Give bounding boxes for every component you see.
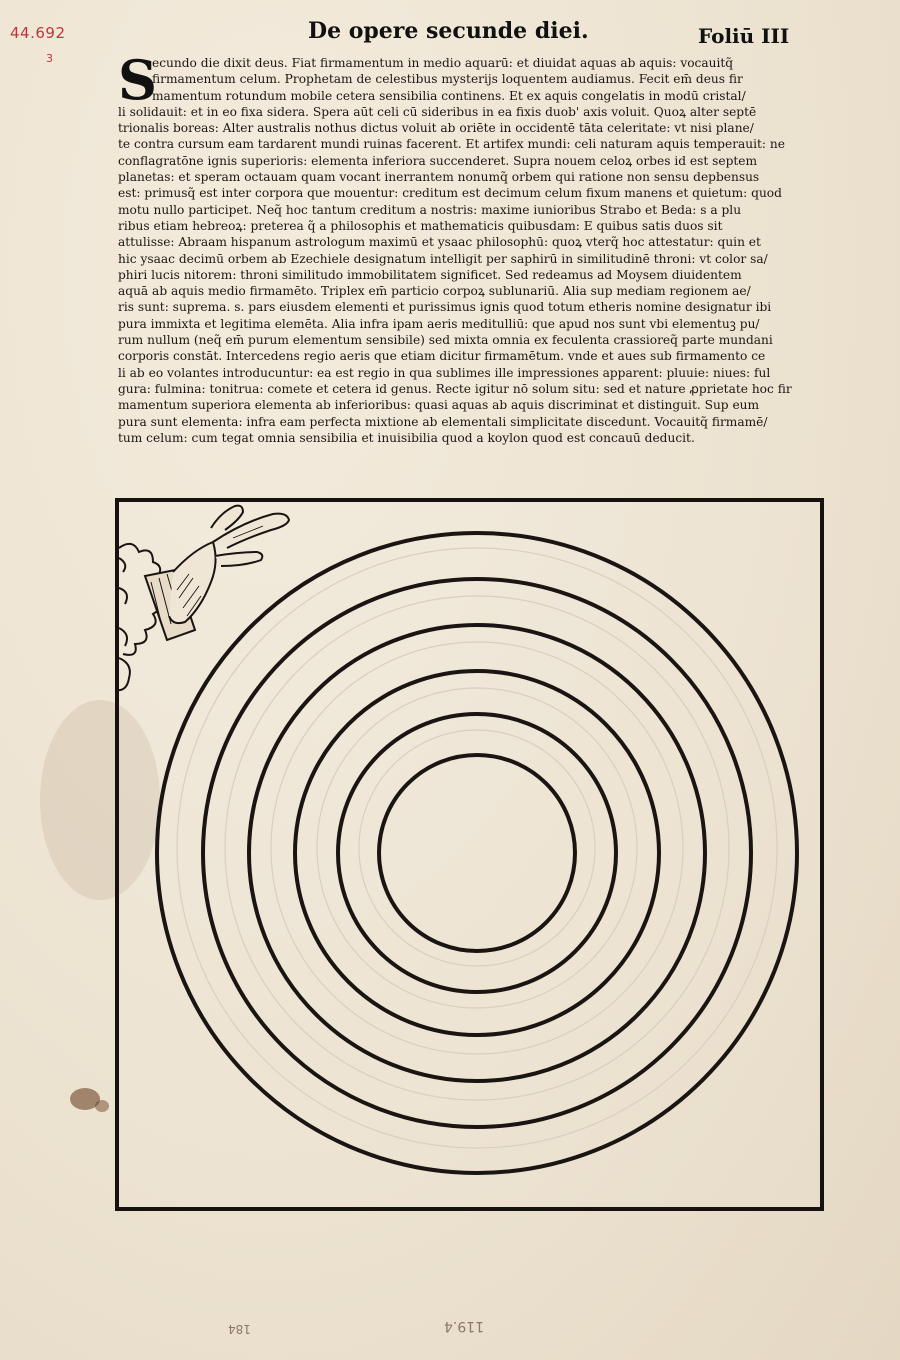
text-line: hic ysaac decimū orbem ab Ezechiele designatum intelligit per saphirū in similitudinē throni: vt color sa/: [118, 251, 768, 266]
text-line: pura sunt elementa: infra eam perfecta mixtione ab elementali simplicitate discedunt. Vocauitq̃ firmamē/: [118, 414, 768, 429]
text-line: li ab eo volantes introducuntur: ea est regio in qua sublimes ille impressiones apparent: pluuie: niues: ful: [118, 365, 771, 380]
circle-inner: [379, 755, 575, 951]
text-line: gura: fulmina: tonitrua: comete et cetera id genus. Recte igitur nō solum situ: sed et nature ꝓprietate hoc fir: [118, 381, 792, 396]
text-line: tum celum: cum tegat omnia sensibilia et inuisibilia quod a koylon quod est concauū deducit.: [118, 430, 695, 445]
text-line: ris sunt: suprema. s. pars eiusdem elementi et purissimus ignis quod totum etheris nomine designatur ibi: [118, 300, 772, 315]
accession-number: 44.692: [10, 24, 66, 42]
folio-number: Foliū III: [698, 24, 790, 48]
pencil-note-left: 184: [228, 1322, 251, 1336]
text-line: te contra cursum eam tardarent mundi ruinas facerent. Et artifex mundi: celi naturam aquis temperauit: ne: [118, 137, 785, 152]
pencil-note-center: 119.4: [444, 1318, 485, 1334]
text-line: planetas: et speram octauam quam vocant inerrantem nonumq̃ orbem qui ratione non sensu depbensus: [118, 170, 760, 185]
paper-stain: [95, 1100, 109, 1112]
text-line: motu nullo participet. Neq̃ hoc tantum creditum a nostris: maxime iunioribus Strabo et Beda: s a plu: [118, 202, 742, 217]
accession-sub-mark: 3: [46, 52, 53, 65]
text-line: aquā ab aquis medio firmamēto. Triplex em̄ particio corpoꝝ sublunariū. Alia sup mediam regionem ae/: [118, 284, 751, 299]
text-line: firmamentum celum. Prophetam de celestibus mysterijs loquentem audiamus. Fecit em̄ deus fir: [152, 72, 743, 87]
text-line: conflagratōne ignis superioris: elementa inferiora succenderet. Supra nouem celoꝝ orbes id est septem: [118, 153, 758, 168]
decorated-initial: S: [118, 48, 157, 112]
text-line: attulisse: Abraam hispanum astrologum maximū et ysaac philosophū: quoꝝ vterq̃ hoc attestatur: quin et: [118, 235, 761, 250]
text-line: li solidauit: et in eo fixa sidera. Spera aūt celi cū sideribus in ea fixis duob' axis voluit. Quoꝝ alter septē: [118, 104, 757, 119]
text-line: ecundo die dixit deus. Fiat firmamentum in medio aquarū: et diuidat aquas ab aquis: vocauitq̃: [152, 56, 734, 70]
text-line: ribus etiam hebreoꝝ: preterea q̃ a philosophis et mathematicis quibusdam: E quibus satis duos sit: [118, 218, 723, 233]
text-line: est: primusq̃ est inter corpora que mouentur: creditum est decimum celum fixum manens et quietum: quod: [118, 186, 782, 201]
hand-of-god-icon: [115, 498, 315, 728]
circle-4: [295, 671, 659, 1035]
running-head: De opere secunde diei.: [308, 18, 589, 44]
text-line: rum nullum (neq̃ em̄ purum elementum sensibile) sed mixta omnia ex feculenta crassioreq̃ parte mundani: [118, 333, 773, 348]
text-line: pura immixta et legitima elemēta. Alia infra ipam aeris meditulliū: que apud nos sunt vbi elementuꝫ pu/: [118, 316, 760, 331]
body-text: [118, 48, 838, 446]
text-line: mamentum rotundum mobile cetera sensibilia continens. Et ex aquis congelatis in modū cristal/: [152, 88, 746, 103]
text-line: trionalis boreas: Alter australis nothus dictus voluit ab oriēte in occidentē tāta celeritate: vt nisi plane/: [118, 121, 754, 136]
text-line: corporis constāt. Intercedens regio aeris que etiam dicitur firmamētum. vnde et aues sub firmamento ce: [118, 349, 766, 364]
text-line: mamentum superiora elementa ab inferioribus: quasi aquas ab aquis discriminat et distinguit. Sup eum: [118, 398, 760, 413]
text-line: phiri lucis nitorem: throni similitudo immobilitatem significet. Sed redeamus ad Moysem diuidentem: [118, 267, 742, 282]
